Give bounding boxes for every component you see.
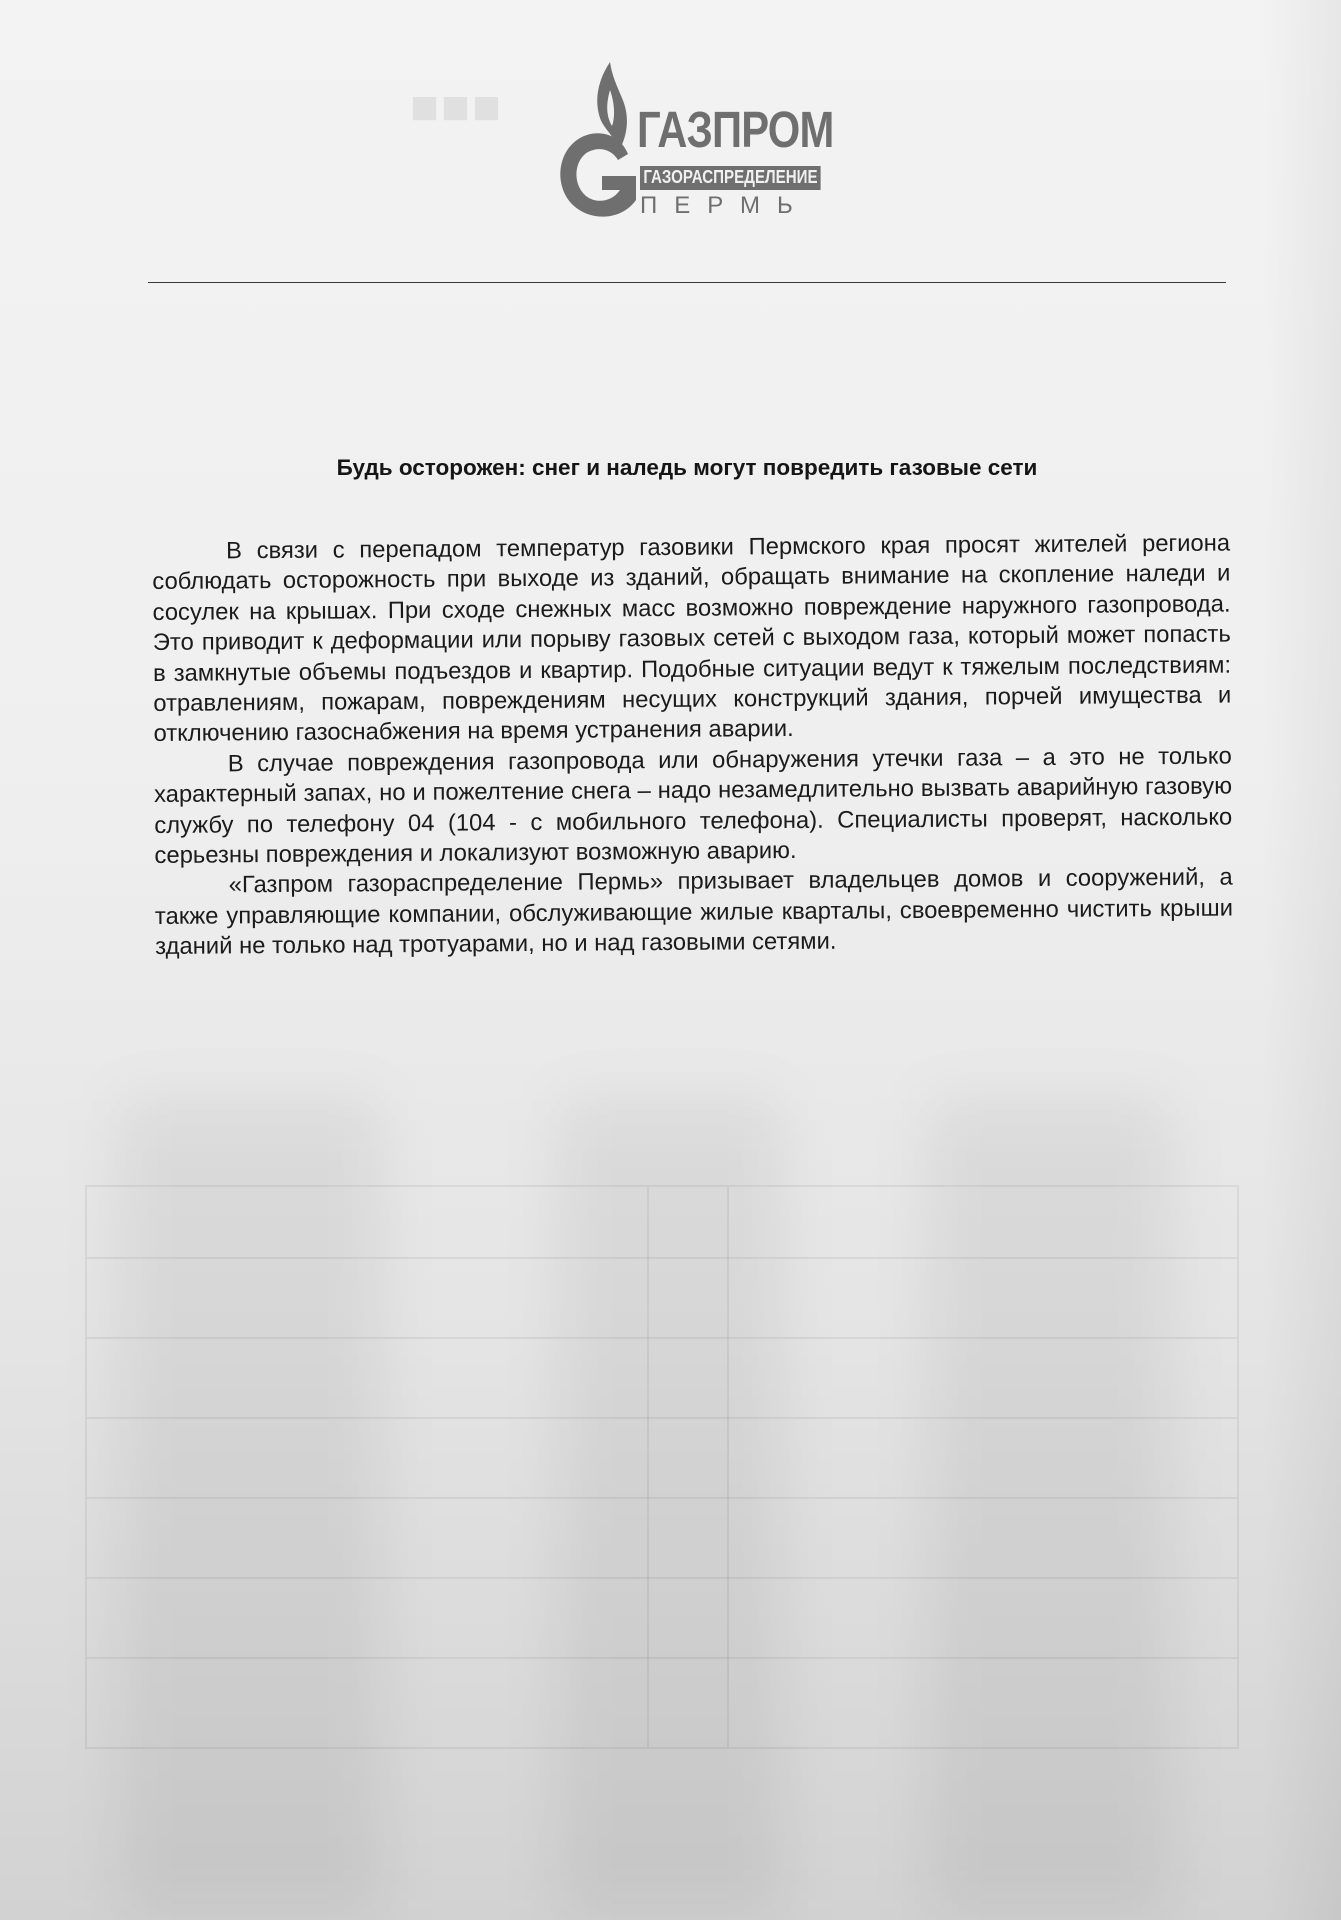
gazprom-logo: [540, 60, 840, 230]
logo-brand-text: ГАЗПРОМ: [637, 101, 834, 158]
article-paragraph: «Газпром газораспределение Пермь» призывает владельцев домов и сооружений, а также управляющие компании, обслуживающие жилые кварталы, своевременно чистить крыши зданий не только над тротуарами, но и над газовыми сетями.: [154, 863, 1234, 961]
reverse-side-show-through: ■■■: [410, 81, 503, 134]
article-paragraph: В случае повреждения газопровода или обнаружения утечки газа – а это не только характерный запах, но и пожелтение снега – надо незамедлительно вызвать аварийную газовую службу по телефону 04 (104 - с мобильного телефона). Специалисты проверят, насколько серьезны повреждения и локализуют возможную аварию.: [153, 742, 1233, 870]
header-divider: [148, 282, 1226, 283]
logo-city: ПЕРМЬ: [640, 192, 810, 219]
paper-edge-shadow: [1261, 0, 1341, 1920]
reverse-side-table-ghost: [85, 1185, 1239, 1749]
article-headline: Будь осторожен: снег и наледь могут повредить газовые сети: [336, 455, 1038, 480]
gazprom-flame-icon: [540, 60, 650, 230]
logo-subtitle: ГАЗОРАСПРЕДЕЛЕНИЕ: [640, 166, 821, 190]
article-paragraph: В связи с перепадом температур газовики Пермского края просят жителей региона соблюдать осторожность при выходе из зданий, обращать внимание на скопление наледи и сосулек на крышах. При сходе снежных масс возможно повреждение наружного газопровода. Это приводит к деформации или порыву газовых сетей с выходом газа, который может попасть в замкнутые объемы подъездов и квартир. Подобные ситуации ведут к тяжелым последствиям: отравлениям, пожарам, повреждениям несущих конструкций здания, порчей имущества и отключению газоснабжения на время устранения аварии.: [152, 529, 1232, 748]
article-body: [152, 529, 1233, 963]
